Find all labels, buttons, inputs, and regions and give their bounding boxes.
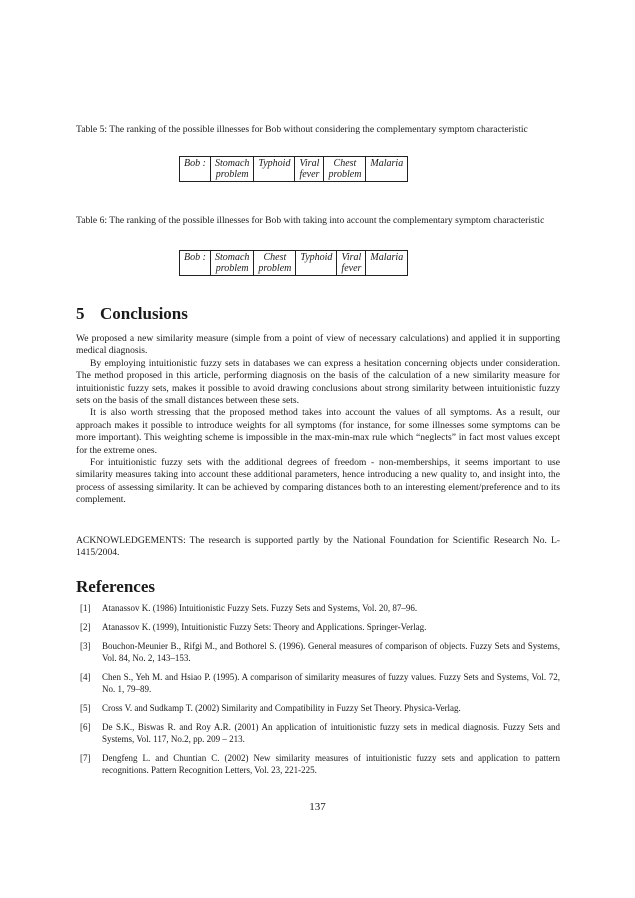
table6-cell-1: Bob : [180,251,211,276]
reference-item [76,672,560,695]
reference-text: Cross V. and Sudkamp T. (2002) Similarity and Compatibility in Fuzzy Set Theory. Physica-Verlag. [102,702,461,713]
reference-label: [2] [80,622,91,633]
reference-text: Atanassov K. (1999), Intuitionistic Fuzzy Sets: Theory and Applications. Springer-Verlag. [102,622,427,633]
reference-label: [5] [80,702,91,713]
reference-item [76,641,560,664]
references-heading: References [76,577,155,596]
table5 [179,156,408,182]
section-number: 5 [76,304,85,323]
paragraph: It is also worth stressing that the proposed method takes into account the values of all symptoms. As a result, our approach makes it possible to introduce weights for all symptoms (for instance, for some illnesses some symptoms can be more important). This weighting scheme is impossible in the max-min-max rule which “neglects” in fact most values except for the extreme ones. [76,407,560,456]
section-heading [76,304,188,324]
reference-text: Chen S., Yeh M. and Hsiao P. (1995). A comparison of similarity measures of fuzzy values. Fuzzy Sets and Systems, Vol. 72, No. 1, 79–89. [102,672,560,694]
page-number: 137 [309,801,326,813]
paragraph: By employing intuitionistic fuzzy sets in databases we can express a hesitation concerning objects under consideration. The method proposed in this article, performing diagnosis on the basis of the calculation of a new similarity measure for intuitionistic fuzzy sets, makes it possible to avoid drawing conclusions about strong similarity between intuitionistic fuzzy sets on the basis of the small distances between these sets. [76,357,560,407]
reference-label: [7] [80,752,91,763]
reference-item [76,753,560,776]
table6-cell-4: Typhoid [296,251,337,276]
table5-cell-4: Viral fever [295,157,324,182]
acknowledgements: ACKNOWLEDGEMENTS: The research is supported partly by the National Foundation for Scientific Research No. L-1415/2004. [76,535,560,559]
table5-cell-6: Malaria [366,157,408,182]
section-title: Conclusions [100,304,188,323]
table5-cell-5: Chest problem [324,157,366,182]
table6-cell-5: Viral fever [337,251,366,276]
table6-caption: Table 6: The ranking of the possible illnesses for Bob with taking into account the complementary symptom characteristic [76,215,545,226]
reference-text: Dengfeng L. and Chuntian C. (2002) New similarity measures of intuitionistic fuzzy sets and application to pattern recognitions. Pattern Recognition Letters, Vol. 23, 221-225. [102,752,560,775]
reference-item [76,603,560,615]
reference-text: Atanassov K. (1986) Intuitionistic Fuzzy Sets. Fuzzy Sets and Systems, Vol. 20, 87–96. [102,603,418,613]
reference-label: [4] [80,672,91,683]
reference-item [76,622,560,634]
table6-cell-6: Malaria [366,251,408,276]
reference-item [76,703,560,715]
table6-cell-2: Stomach problem [210,251,253,276]
reference-label: [3] [80,641,91,652]
table5-cell-2: Stomach problem [210,157,253,182]
reference-list [76,603,560,784]
table5-cell-1: Bob : [180,157,211,182]
conclusions-body [76,333,560,507]
table6-cell-3: Chest problem [254,251,296,276]
paragraph: For intuitionistic fuzzy sets with the additional degrees of freedom - non-memberships, it seems important to use similarity measures taking into account these additional parameters, hence introducing a new quality to, and insight into, the process of assessing similarity. It can be achieved by comparing distances both to an interesting element/preference and to its complement. [76,457,560,506]
table6 [179,250,408,276]
table5-cell-3: Typhoid [254,157,295,182]
reference-text: Bouchon-Meunier B., Rifgi M., and Bothorel S. (1996). General measures of comparison of objects. Fuzzy Sets and Systems, Vol. 84, No. 2, 143–153. [102,641,560,663]
reference-item [76,722,560,745]
reference-text: De S.K., Biswas R. and Roy A.R. (2001) An application of intuitionistic fuzzy sets in medical diagnosis. Fuzzy Sets and Systems, Vol. 117, No.2, pp. 209 – 213. [102,722,560,744]
table5-caption: Table 5: The ranking of the possible illnesses for Bob without considering the complementary symptom characteristic [76,124,528,135]
reference-label: [6] [80,722,91,733]
paragraph: We proposed a new similarity measure (simple from a point of view of necessary calculations) and applied it in supporting medical diagnosis. [76,333,560,357]
reference-label: [1] [80,603,91,613]
